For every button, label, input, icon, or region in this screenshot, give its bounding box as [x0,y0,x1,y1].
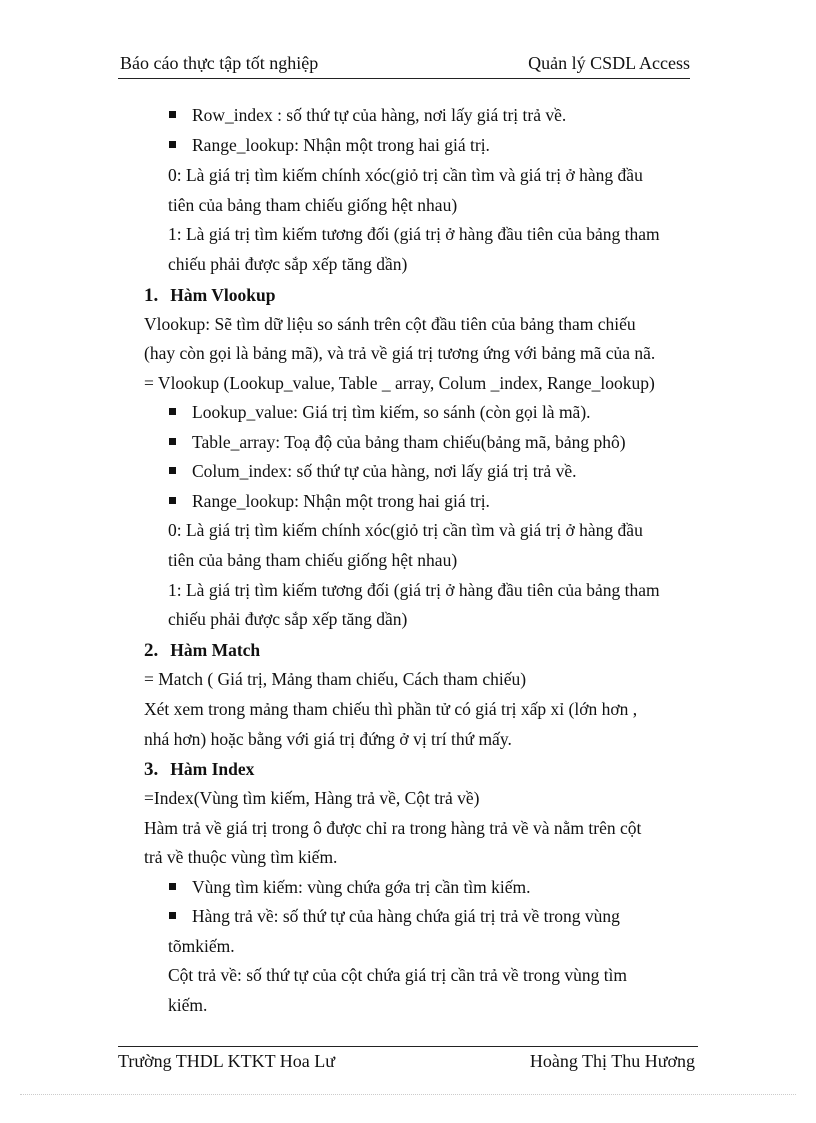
paragraph-line: tõmkiếm. [168,936,235,956]
paragraph-line: tiên của bảng tham chiếu giống hệt nhau) [168,550,458,570]
paragraph-line: (hay còn gọi là bảng mã), và trả về giá trị tương ứng với bảng mã của nã. [144,343,656,363]
page-bottom-rule [20,1094,796,1095]
section-title: Hàm Match [170,640,261,660]
bullet-hang-tra-ve: Hàng trả về: số thứ tự của hàng chứa giá trị trả về trong vùng [192,906,620,926]
formula-line: = Vlookup (Lookup_value, Table _ array, Colum _index, Range_lookup) [144,373,655,393]
paragraph-line: Xét xem trong mảng tham chiếu thì phần tử có giá trị xấp xỉ (lớn hơn , [144,699,638,719]
paragraph-line: 1: Là giá trị tìm kiếm tương đối (giá trị ở hàng đầu tiên của bảng tham [168,224,660,244]
paragraph-line: 1: Là giá trị tìm kiếm tương đối (giá trị ở hàng đầu tiên của bảng tham [168,580,660,600]
section-heading-vlookup [144,284,275,307]
section-number: 1. [144,285,159,306]
paragraph-line: tiên của bảng tham chiếu giống hệt nhau) [168,195,458,215]
header-right-title: Quản lý CSDL Access [528,53,690,73]
formula-line: =Index(Vùng tìm kiếm, Hàng trả về, Cột trả về) [144,788,480,808]
page-footer [118,1046,698,1075]
bullet-range-lookup: Range_lookup: Nhận một trong hai giá trị. [192,135,490,155]
paragraph-line: 0: Là giá trị tìm kiếm chính xóc(giỏ trị cần tìm và giá trị ở hàng đầu [168,520,643,540]
paragraph-line: Cột trả về: số thứ tự của cột chứa giá trị cần trả về trong vùng tìm [168,965,628,985]
section-number: 3. [144,759,159,780]
paragraph-line: nhá hơn) hoặc bằng với giá trị đứng ở vị trí thứ mấy. [144,729,512,749]
section-heading-index [144,758,254,781]
section-number: 2. [144,640,159,661]
section-heading-match [144,639,260,662]
formula-line: = Match ( Giá trị, Mảng tham chiếu, Cách tham chiếu) [144,669,527,689]
bullet-lookup-value: Lookup_value: Giá trị tìm kiếm, so sánh (còn gọi là mã). [192,402,591,422]
paragraph-line: trả về thuộc vùng tìm kiếm. [144,847,338,867]
bullet-row-index: Row_index : số thứ tự của hàng, nơi lấy giá trị trả về. [192,105,567,125]
header-left-title: Báo cáo thực tập tốt nghiệp [120,53,319,73]
page-header [118,50,690,79]
bullet-range-lookup: Range_lookup: Nhận một trong hai giá trị. [192,491,490,511]
paragraph-line: Hàm trả về giá trị trong ô được chỉ ra trong hàng trả về và nằm trên cột [144,818,642,838]
footer-left-text: Trường THDL KTKT Hoa Lư [118,1051,336,1071]
paragraph-line: kiếm. [168,995,208,1015]
section-title: Hàm Index [170,759,255,779]
paragraph-line: Vlookup: Sẽ tìm dữ liệu so sánh trên cột đầu tiên của bảng tham chiếu [144,314,636,334]
bullet-colum-index: Colum_index: số thứ tự của hàng, nơi lấy giá trị trả về. [192,461,577,481]
section-title: Hàm Vlookup [170,285,276,305]
paragraph-line: chiếu phải được sắp xếp tăng dần) [168,609,408,629]
footer-right-text: Hoàng Thị Thu Hương [529,1051,695,1071]
paragraph-line: 0: Là giá trị tìm kiếm chính xóc(giỏ trị cần tìm và giá trị ở hàng đầu [168,165,643,185]
bullet-vung-tim-kiem: Vùng tìm kiếm: vùng chứa gớa trị cần tìm kiếm. [192,877,531,897]
paragraph-line: chiếu phải được sắp xếp tăng dần) [168,254,408,274]
bullet-table-array: Table_array: Toạ độ của bảng tham chiếu(bảng mã, bảng phô) [192,432,626,452]
